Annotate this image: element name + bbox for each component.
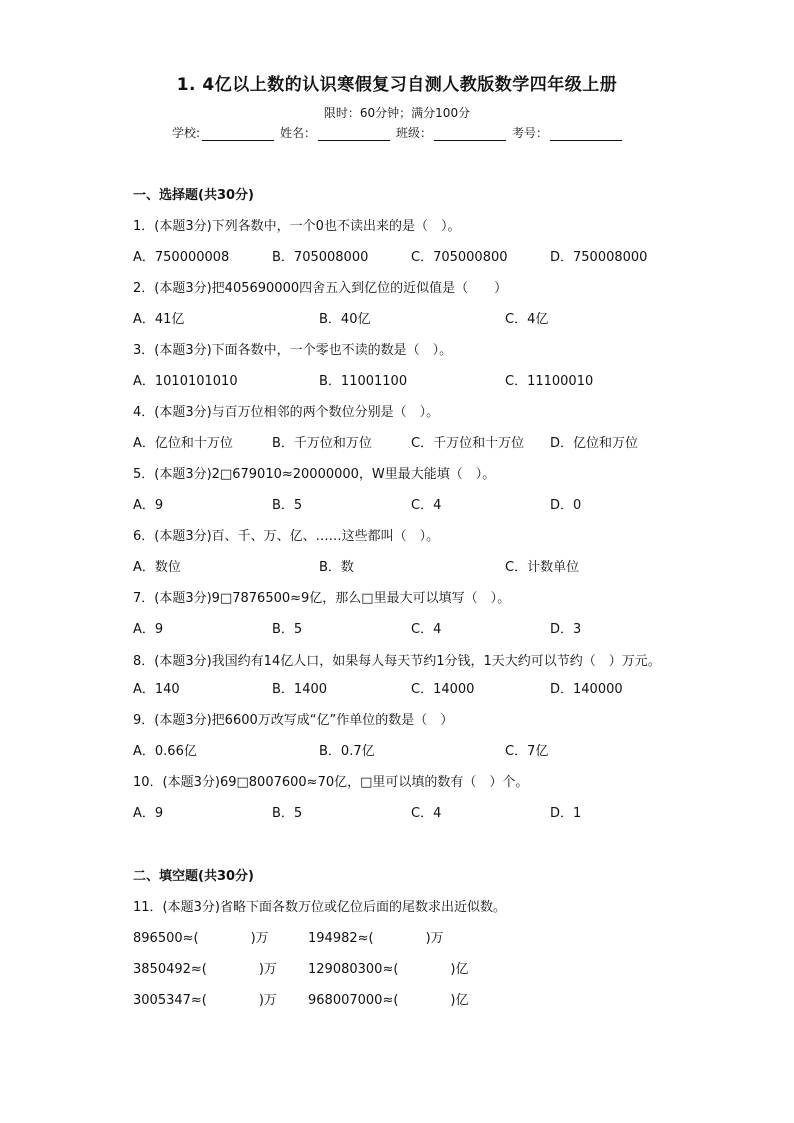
question-stem: 7．(本题3分)9□7876500≈9亿，那么□里最大可以填写（ ）。 <box>133 591 511 606</box>
options-row <box>133 619 733 641</box>
name-field[interactable]: 姓名： <box>280 124 390 141</box>
student-info-line <box>0 124 794 141</box>
options-row <box>133 741 733 763</box>
fill-blank[interactable]: 896500≈( )万 <box>133 931 269 946</box>
option-d[interactable]: D．亿位和万位 <box>550 436 639 451</box>
option-b[interactable]: B．5 <box>272 622 303 637</box>
options-row <box>133 371 733 393</box>
option-a[interactable]: A．9 <box>133 806 164 821</box>
option-b[interactable]: B．数 <box>319 560 354 575</box>
fill-row <box>133 990 733 1012</box>
question-stem: 11．(本题3分)省略下面各数万位或亿位后面的尾数求出近似数。 <box>133 900 506 915</box>
option-c[interactable]: C．4 <box>411 806 442 821</box>
option-b[interactable]: B．705008000 <box>272 250 369 265</box>
option-d[interactable]: D．750008000 <box>550 250 648 265</box>
fill-blank[interactable]: 3850492≈( )万 <box>133 962 277 977</box>
fill-blank[interactable]: 194982≈( )万 <box>308 931 444 946</box>
options-row <box>133 433 733 455</box>
question-stem: 2．(本题3分)把405690000四舍五入到亿位的近似值是（ ） <box>133 281 508 296</box>
options-row <box>133 557 733 579</box>
option-a[interactable]: A．140 <box>133 682 180 697</box>
option-c[interactable]: C．千万位和十万位 <box>411 436 525 451</box>
exam-number-field[interactable]: 考号： <box>512 124 622 141</box>
option-b[interactable]: B．11001100 <box>319 374 408 389</box>
option-a[interactable]: A．41亿 <box>133 312 185 327</box>
option-b[interactable]: B．5 <box>272 498 303 513</box>
option-d[interactable]: D．0 <box>550 498 582 513</box>
option-c[interactable]: C．14000 <box>411 682 475 697</box>
option-a[interactable]: A．0.66亿 <box>133 744 197 759</box>
school-field[interactable]: 学校: <box>172 124 274 141</box>
fill-row <box>133 959 733 981</box>
question-stem: 4．(本题3分)与百万位相邻的两个数位分别是（ ）。 <box>133 405 440 420</box>
option-b[interactable]: B．0.7亿 <box>319 744 375 759</box>
options-row <box>133 495 733 517</box>
exam-content <box>133 185 733 1021</box>
option-a[interactable]: A．1010101010 <box>133 374 238 389</box>
question-stem: 1．(本题3分)下列各数中，一个0也不读出来的是（ ）。 <box>133 219 461 234</box>
fill-blank[interactable]: 129080300≈( )亿 <box>308 962 469 977</box>
option-a[interactable]: A．9 <box>133 498 164 513</box>
fill-row <box>133 928 733 950</box>
option-d[interactable]: D．3 <box>550 622 582 637</box>
option-c[interactable]: C．4亿 <box>505 312 549 327</box>
option-b[interactable]: B．千万位和万位 <box>272 436 372 451</box>
question-stem: 10．(本题3分)69□8007600≈70亿，□里可以填的数有（ ）个。 <box>133 775 529 790</box>
option-a[interactable]: A．数位 <box>133 560 181 575</box>
option-b[interactable]: B．1400 <box>272 682 328 697</box>
option-d[interactable]: D．140000 <box>550 682 623 697</box>
option-a[interactable]: A．亿位和十万位 <box>133 436 233 451</box>
option-c[interactable]: C．11100010 <box>505 374 594 389</box>
option-b[interactable]: B．5 <box>272 806 303 821</box>
option-c[interactable]: C．计数单位 <box>505 560 580 575</box>
section-title-fill: 二、填空题(共30分) <box>133 869 254 884</box>
question-stem: 5．(本题3分)2□679010≈20000000，W里最大能填（ ）。 <box>133 467 496 482</box>
option-a[interactable]: A．9 <box>133 622 164 637</box>
fill-blank[interactable]: 3005347≈( )万 <box>133 993 277 1008</box>
option-c[interactable]: C．4 <box>411 622 442 637</box>
options-row <box>133 247 733 269</box>
option-b[interactable]: B．40亿 <box>319 312 371 327</box>
option-c[interactable]: C．705000800 <box>411 250 508 265</box>
option-c[interactable]: C．4 <box>411 498 442 513</box>
fill-blank[interactable]: 968007000≈( )亿 <box>308 993 469 1008</box>
options-row <box>133 679 733 701</box>
question-stem: 8．(本题3分)我国约有14亿人口，如果每人每天节约1分钱，1天大约可以节约（ ）万元。 <box>133 654 661 669</box>
page-title: 1. 4亿以上数的认识寒假复习自测人教版数学四年级上册 <box>176 75 618 95</box>
options-row <box>133 803 733 825</box>
time-limit-text: 限时：60分钟；满分100分 <box>323 106 471 120</box>
option-d[interactable]: D．1 <box>550 806 582 821</box>
option-c[interactable]: C．7亿 <box>505 744 549 759</box>
question-stem: 9．(本题3分)把6600万改写成“亿”作单位的数是（ ） <box>133 713 454 728</box>
class-field[interactable]: 班级： <box>396 124 506 141</box>
question-stem: 3．(本题3分)下面各数中，一个零也不读的数是（ ）。 <box>133 343 453 358</box>
question-stem: 6．(本题3分)百、千、万、亿、……这些都叫（ ）。 <box>133 529 440 544</box>
option-a[interactable]: A．750000008 <box>133 250 230 265</box>
section-title-choice: 一、选择题(共30分) <box>133 188 254 203</box>
options-row <box>133 309 733 331</box>
